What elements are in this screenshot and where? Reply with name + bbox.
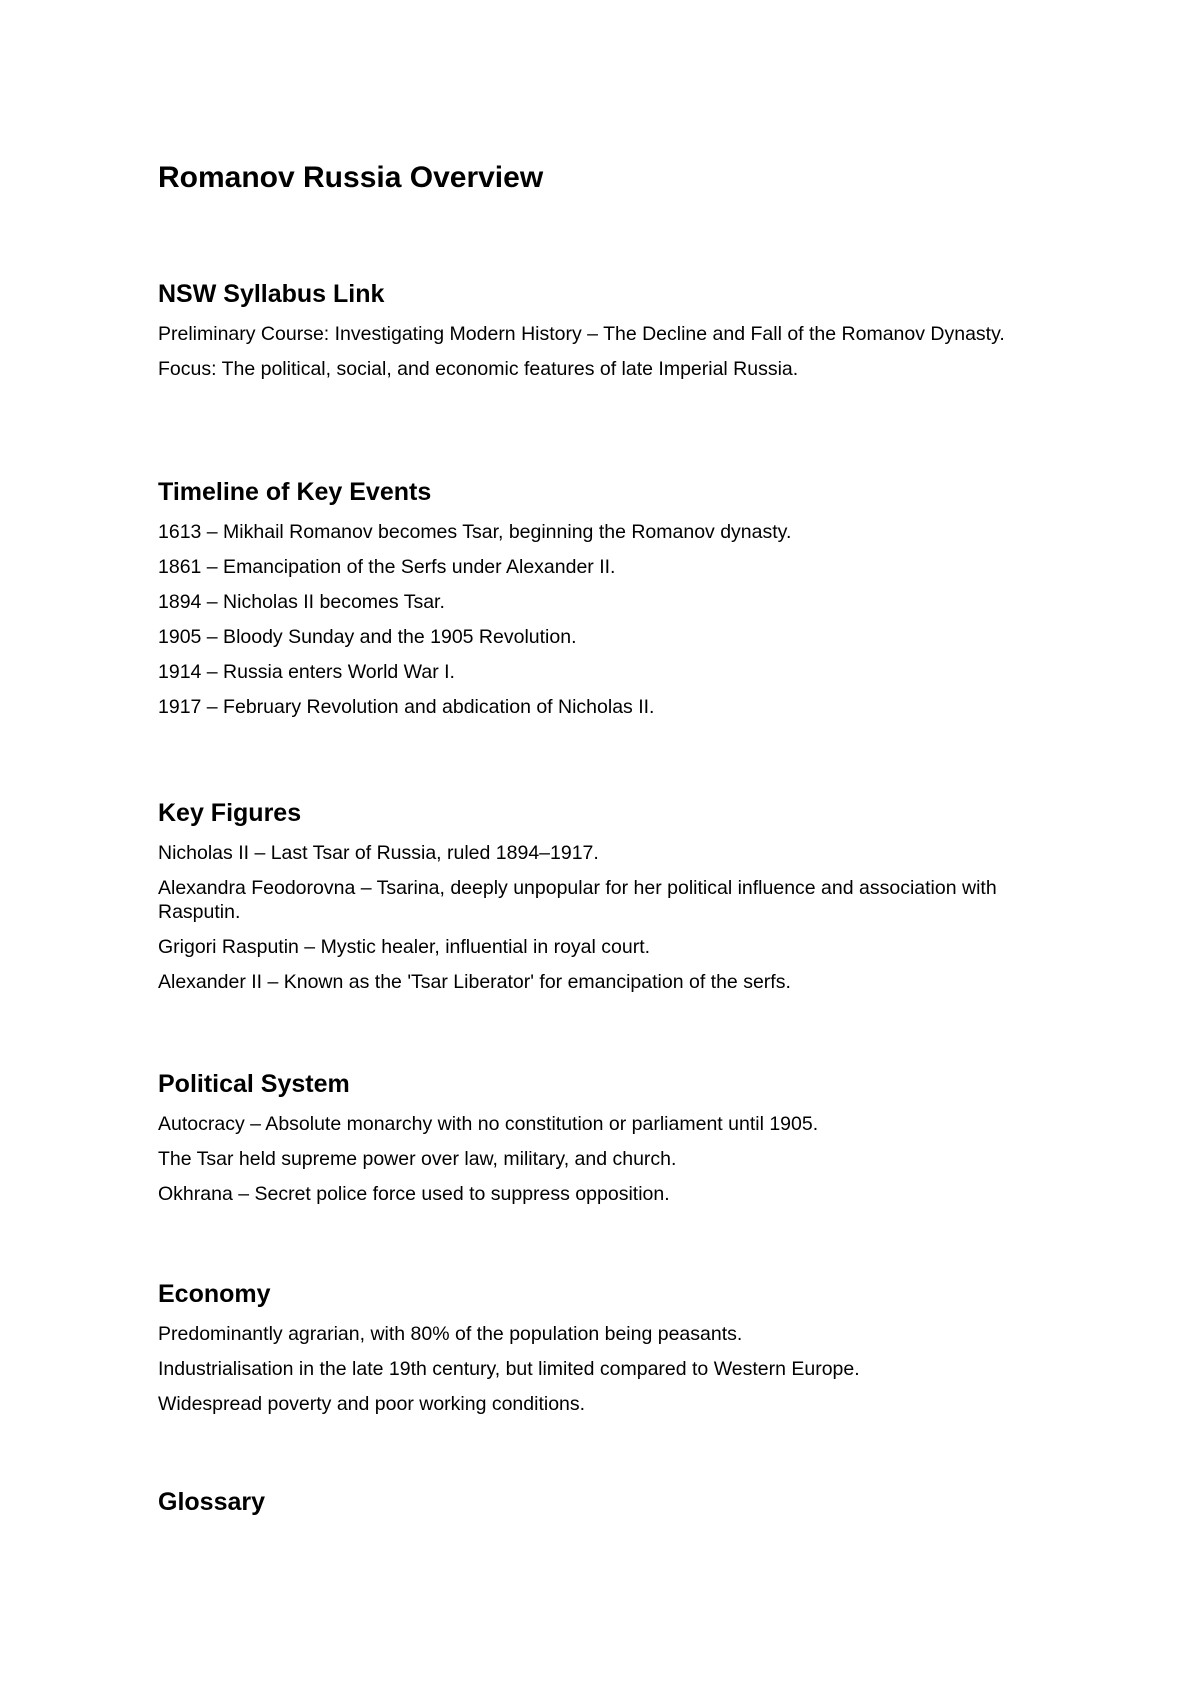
paragraph: Okhrana – Secret police force used to suppress opposition. — [158, 1183, 670, 1205]
figure-entry: Grigori Rasputin – Mystic healer, influential in royal court. — [158, 936, 651, 958]
section-heading: Timeline of Key Events — [158, 478, 432, 506]
figure-entry: Alexandra Feodorovna – Tsarina, deeply unpopular for her political influence and association with Rasputin. — [158, 877, 997, 923]
section-heading: Economy — [158, 1280, 271, 1308]
paragraph: Predominantly agrarian, with 80% of the population being peasants. — [158, 1323, 743, 1345]
section-glossary — [158, 1486, 1058, 1530]
section-key-figures — [158, 797, 1058, 1005]
paragraph: Industrialisation in the late 19th century, but limited compared to Western Europe. — [158, 1358, 860, 1380]
paragraph: Focus: The political, social, and economic features of late Imperial Russia. — [158, 358, 799, 380]
paragraph: The Tsar held supreme power over law, military, and church. — [158, 1148, 677, 1170]
timeline-entry: 1861 – Emancipation of the Serfs under Alexander II. — [158, 556, 616, 578]
section-heading: NSW Syllabus Link — [158, 280, 385, 308]
timeline-entry: 1914 – Russia enters World War I. — [158, 661, 455, 683]
figure-entry: Alexander II – Known as the 'Tsar Liberator' for emancipation of the serfs. — [158, 971, 791, 993]
section-heading: Key Figures — [158, 799, 302, 827]
timeline-entry: 1613 – Mikhail Romanov becomes Tsar, beginning the Romanov dynasty. — [158, 521, 792, 543]
paragraph: Widespread poverty and poor working conditions. — [158, 1393, 586, 1415]
figure-entry: Nicholas II – Last Tsar of Russia, ruled 1894–1917. — [158, 842, 599, 864]
paragraph: Preliminary Course: Investigating Modern History – The Decline and Fall of the Romanov Dynasty. — [158, 323, 1005, 345]
timeline-entry: 1894 – Nicholas II becomes Tsar. — [158, 591, 445, 613]
paragraph: Autocracy – Absolute monarchy with no constitution or parliament until 1905. — [158, 1113, 819, 1135]
timeline-entry: 1917 – February Revolution and abdication of Nicholas II. — [158, 696, 655, 718]
section-syllabus-link — [158, 278, 1058, 392]
section-heading: Political System — [158, 1070, 350, 1098]
section-economy — [158, 1278, 1058, 1427]
section-political-system — [158, 1068, 1058, 1217]
section-heading: Glossary — [158, 1488, 266, 1516]
page-title: Romanov Russia Overview — [158, 161, 544, 194]
timeline-entry: 1905 – Bloody Sunday and the 1905 Revolution. — [158, 626, 577, 648]
section-timeline — [158, 476, 1058, 730]
